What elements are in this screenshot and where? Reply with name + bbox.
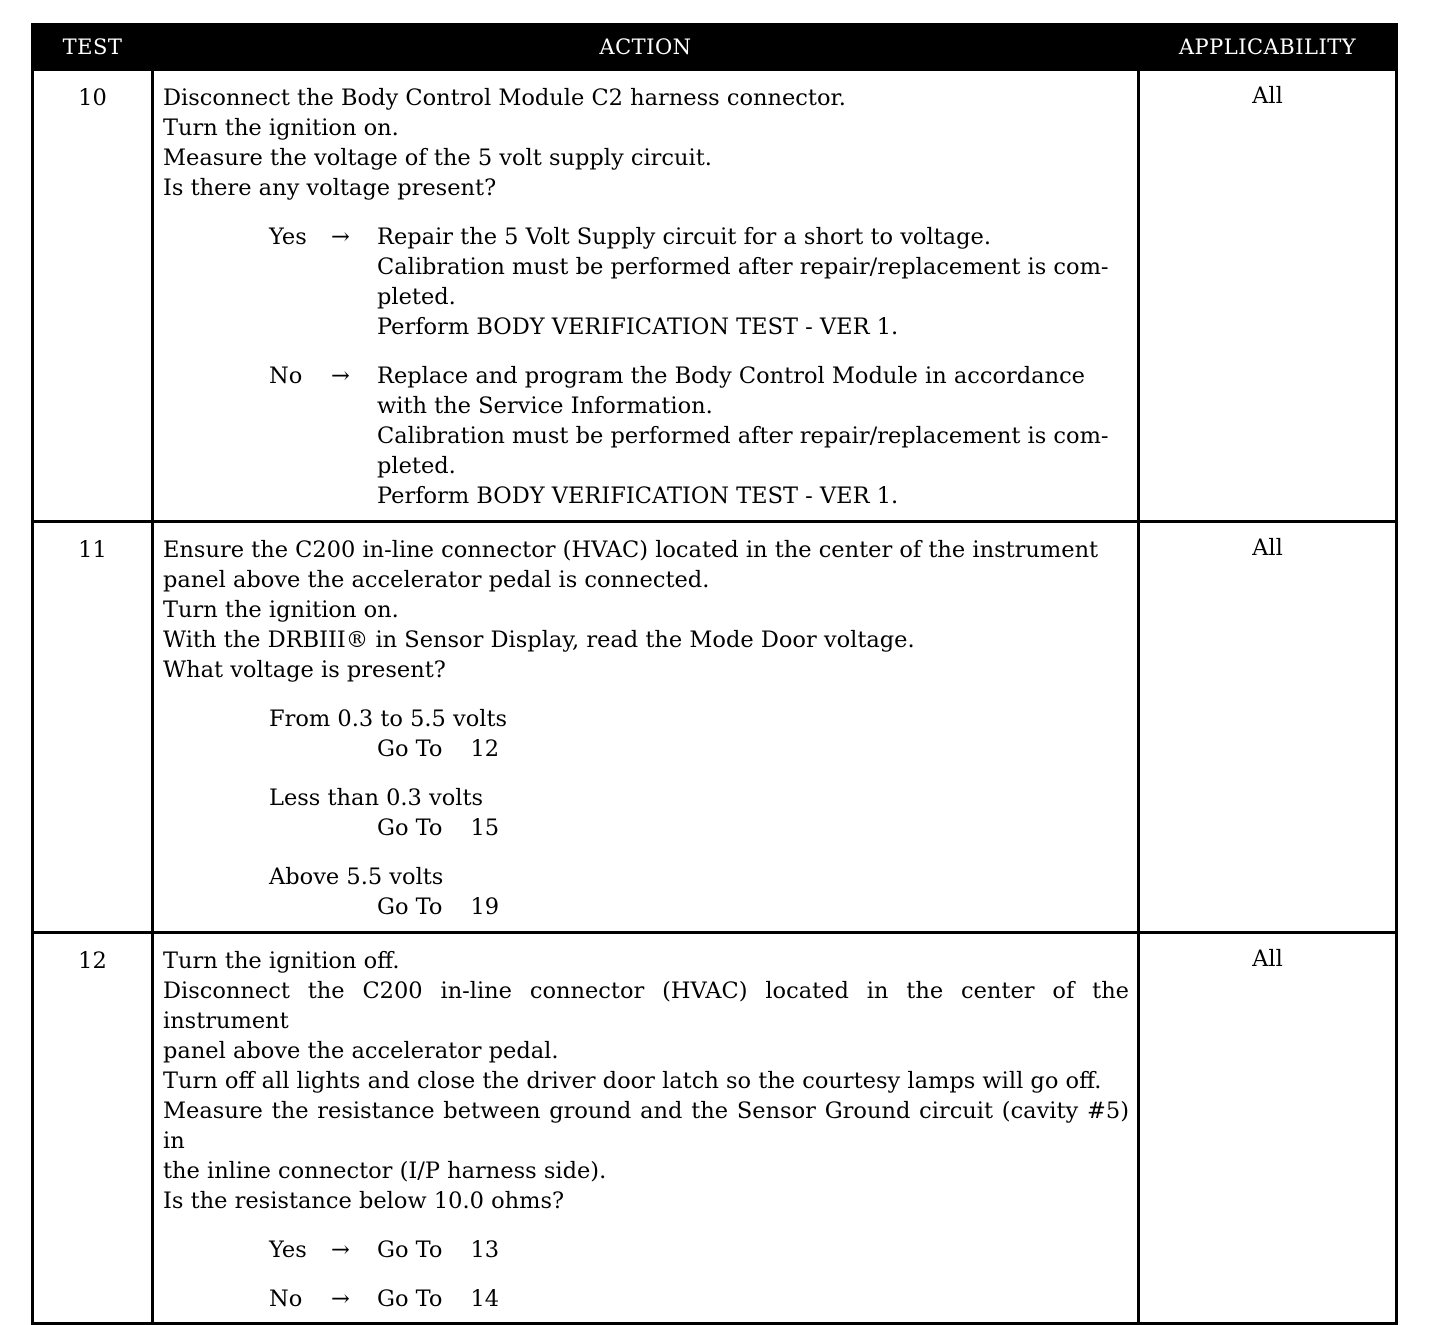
goto-reference: [377, 1284, 1129, 1314]
action-step: Measure the resistance between ground and the Sensor Ground circuit (cavity #5) in: [163, 1098, 1129, 1154]
action-cell: [153, 522, 1139, 933]
right-arrow-icon: →: [331, 1286, 350, 1312]
action-step: panel above the accelerator pedal is connected.: [163, 567, 710, 593]
range-condition: From 0.3 to 5.5 volts: [269, 706, 508, 732]
action-step: Turn the ignition on.: [163, 597, 399, 623]
action-step: Turn the ignition on.: [163, 115, 399, 141]
branch-line: pleted.: [377, 284, 456, 310]
goto-target: 13: [470, 1237, 500, 1263]
test-number: 10: [33, 70, 153, 522]
right-arrow-icon: →: [331, 1237, 350, 1263]
test-number: 12: [33, 933, 153, 1324]
yes-label: Yes: [269, 1237, 307, 1263]
yes-branch: [163, 1235, 1129, 1265]
branch-line: Perform BODY VERIFICATION TEST - VER 1.: [377, 314, 899, 340]
voltage-range-option: [163, 704, 1129, 764]
action-step: Is there any voltage present?: [163, 175, 497, 201]
action-step: Disconnect the Body Control Module C2 harness connector.: [163, 85, 846, 111]
goto-reference: [269, 813, 1129, 843]
goto-label: Go To: [377, 815, 443, 841]
branch-line: Calibration must be performed after repair/replacement is com-: [377, 423, 1109, 449]
no-label: No: [269, 1286, 303, 1312]
action-step: Turn off all lights and close the driver door latch so the courtesy lamps will go off.: [163, 1068, 1102, 1094]
action-step: Measure the voltage of the 5 volt supply circuit.: [163, 145, 712, 171]
goto-target: 19: [470, 894, 500, 920]
table-row-test-11: [33, 522, 1397, 933]
header-applicability: APPLICABILITY: [1139, 25, 1397, 70]
goto-target: 15: [470, 815, 500, 841]
action-step: Turn the ignition off.: [163, 948, 400, 974]
action-step: panel above the accelerator pedal.: [163, 1038, 559, 1064]
goto-reference: [377, 1235, 1129, 1265]
header-test: TEST: [33, 25, 153, 70]
action-step: With the DRBIII® in Sensor Display, read the Mode Door voltage.: [163, 627, 915, 653]
no-branch: [163, 361, 1129, 511]
action-cell: [153, 933, 1139, 1324]
branch-line: Repair the 5 Volt Supply circuit for a short to voltage.: [377, 224, 991, 250]
no-label: No: [269, 363, 303, 389]
yes-branch-text: [377, 222, 1129, 342]
action-step: the inline connector (I/P harness side).: [163, 1158, 607, 1184]
applicability-cell: All: [1139, 522, 1397, 933]
right-arrow-icon: →: [331, 363, 350, 389]
action-cell: [153, 70, 1139, 522]
diagnostic-test-table: [31, 23, 1398, 1325]
no-branch: [163, 1284, 1129, 1314]
applicability-cell: All: [1139, 70, 1397, 522]
right-arrow-icon: →: [331, 224, 350, 250]
goto-reference: [269, 892, 1129, 922]
action-step: What voltage is present?: [163, 657, 446, 683]
header-action: ACTION: [153, 25, 1139, 70]
branch-line: with the Service Information.: [377, 393, 713, 419]
goto-reference: [269, 734, 1129, 764]
table-row-test-12: [33, 933, 1397, 1324]
goto-target: 14: [470, 1286, 500, 1312]
yes-label: Yes: [269, 224, 307, 250]
branch-line: Replace and program the Body Control Module in accordance: [377, 363, 1085, 389]
range-condition: Less than 0.3 volts: [269, 785, 484, 811]
action-step: Disconnect the C200 in-line connector (HVAC) located in the center of the instrument: [163, 978, 1129, 1034]
goto-label: Go To: [377, 736, 443, 762]
action-step: Is the resistance below 10.0 ohms?: [163, 1188, 565, 1214]
test-number: 11: [33, 522, 153, 933]
range-condition: Above 5.5 volts: [269, 864, 444, 890]
action-step: Ensure the C200 in-line connector (HVAC) located in the center of the instrument: [163, 537, 1099, 563]
goto-label: Go To: [377, 1286, 443, 1312]
goto-target: 12: [470, 736, 500, 762]
no-branch-text: [377, 361, 1129, 511]
branch-line: pleted.: [377, 453, 456, 479]
goto-label: Go To: [377, 1237, 443, 1263]
voltage-range-option: [163, 862, 1129, 922]
yes-branch: [163, 222, 1129, 342]
voltage-range-option: [163, 783, 1129, 843]
table-header-row: [33, 25, 1397, 70]
goto-label: Go To: [377, 894, 443, 920]
branch-line: Perform BODY VERIFICATION TEST - VER 1.: [377, 483, 899, 509]
table-row-test-10: [33, 70, 1397, 522]
branch-line: Calibration must be performed after repair/replacement is com-: [377, 254, 1109, 280]
applicability-cell: All: [1139, 933, 1397, 1324]
